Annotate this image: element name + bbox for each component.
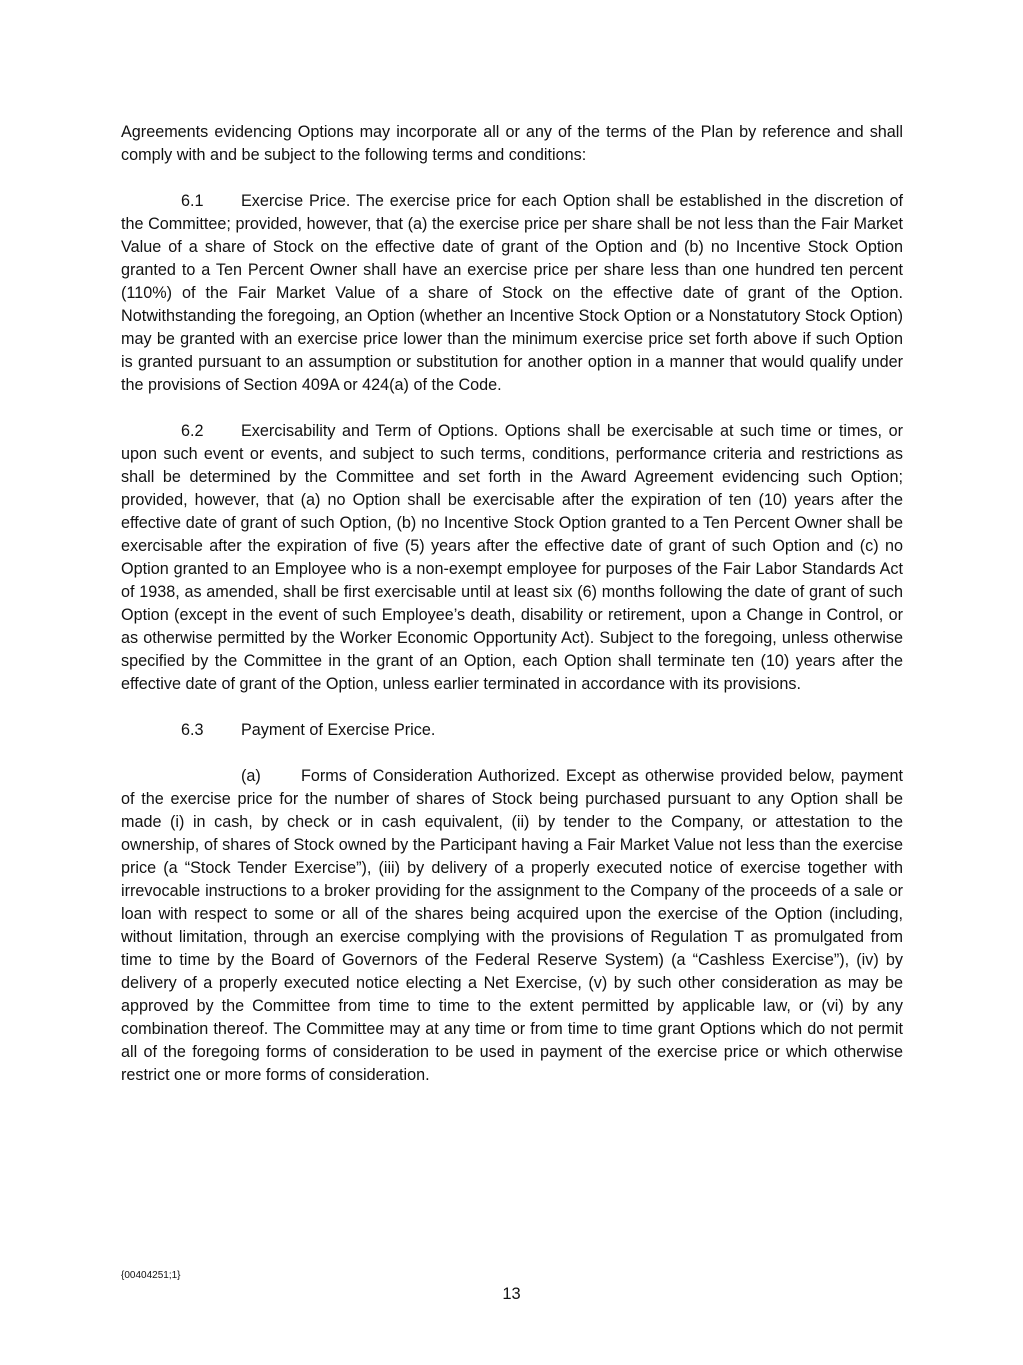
section-heading: Payment of Exercise Price. [241,721,436,739]
section-text: The exercise price for each Option shall be established in the discretion of the Committee; provided, however, that (a) the exercise price per share shall be not less than the Fair Market Value of a share of Stock on the effective date of grant of the Option and (b) no Incentive Stock Option granted to a Ten Percent Owner shall have an exercise price per share less than one hundred ten percent (110%) of the Fair Market Value of a share of Stock on the effective date of grant of the Option. Notwithstanding the foregoing, an Option (whether an Incentive Stock Option or a Nonstatutory Stock Option) may be granted with an exercise price lower than the minimum exercise price set forth above if such Option is granted pursuant to an assumption or substitution for another option in a manner that would qualify under the provisions of Section 409A or 424(a) of the Code. [121,192,903,394]
section-6-1 [121,190,903,397]
subsection-text: Except as otherwise provided below, payment of the exercise price for the number of shares of Stock being purchased pursuant to any Option shall be made (i) in cash, by check or in cash equivalent, (ii) by tender to the Company, or attestation to the ownership, of shares of Stock owned by the Participant having a Fair Market Value not less than the exercise price (a “Stock Tender Exercise”), (iii) by delivery of a properly executed notice of exercise together with irrevocable instructions to a broker providing for the assignment to the Company of the proceeds of a sale or loan with respect to some or all of the shares being acquired upon the exercise of the Option (including, without limitation, through an exercise complying with the provisions of Regulation T as promulgated from time to time by the Board of Governors of the Federal Reserve System) (a “Cashless Exercise”), (iv) by delivery of a properly executed notice electing a Net Exercise, (v) by such other consideration as may be approved by the Committee from time to time to the extent permitted by applicable law, or (vi) by any combination thereof. The Committee may at any time or from time to time grant Options which do not permit all of the foregoing forms of consideration to be used in payment of the exercise price or which otherwise restrict one or more forms of consideration. [121,767,903,1084]
document-body [121,121,903,1087]
subsection-number: (a) [241,767,261,785]
section-6-3-a [121,765,903,1087]
section-text: Options shall be exercisable at such time or times, or upon such event or events, and subject to such terms, conditions, performance criteria and restrictions as shall be determined by the Committee and set forth in the Award Agreement evidencing such Option; provided, however, that (a) no Option shall be exercisable after the expiration of ten (10) years after the effective date of grant of such Option, (b) no Incentive Stock Option granted to a Ten Percent Owner shall be exercisable after the expiration of five (5) years after the effective date of grant of such Option and (c) no Option granted to an Employee who is a non-exempt employee for purposes of the Fair Labor Standards Act of 1938, as amended, shall be first exercisable until at least six (6) months following the date of grant of such Option (except in the event of such Employee’s death, disability or retirement, upon a Change in Control, or as otherwise permitted by the Worker Economic Opportunity Act). Subject to the foregoing, unless otherwise specified by the Committee in the grant of an Option, each Option shall terminate ten (10) years after the effective date of grant of the Option, unless earlier terminated in accordance with its provisions. [121,422,903,693]
section-number: 6.3 [181,721,204,739]
section-6-2 [121,420,903,696]
document-id: {00404251;1} [121,1270,181,1281]
page-number: 13 [502,1285,521,1303]
section-heading: Exercise Price. [241,192,351,210]
section-number: 6.2 [181,422,204,440]
section-heading: Exercisability and Term of Options. [241,422,499,440]
section-number: 6.1 [181,192,204,210]
section-6-3 [121,719,903,742]
subsection-heading: Forms of Consideration Authorized. [301,767,560,785]
intro-paragraph: Agreements evidencing Options may incorporate all or any of the terms of the Plan by reference and shall comply with and be subject to the following terms and conditions: [121,123,903,164]
